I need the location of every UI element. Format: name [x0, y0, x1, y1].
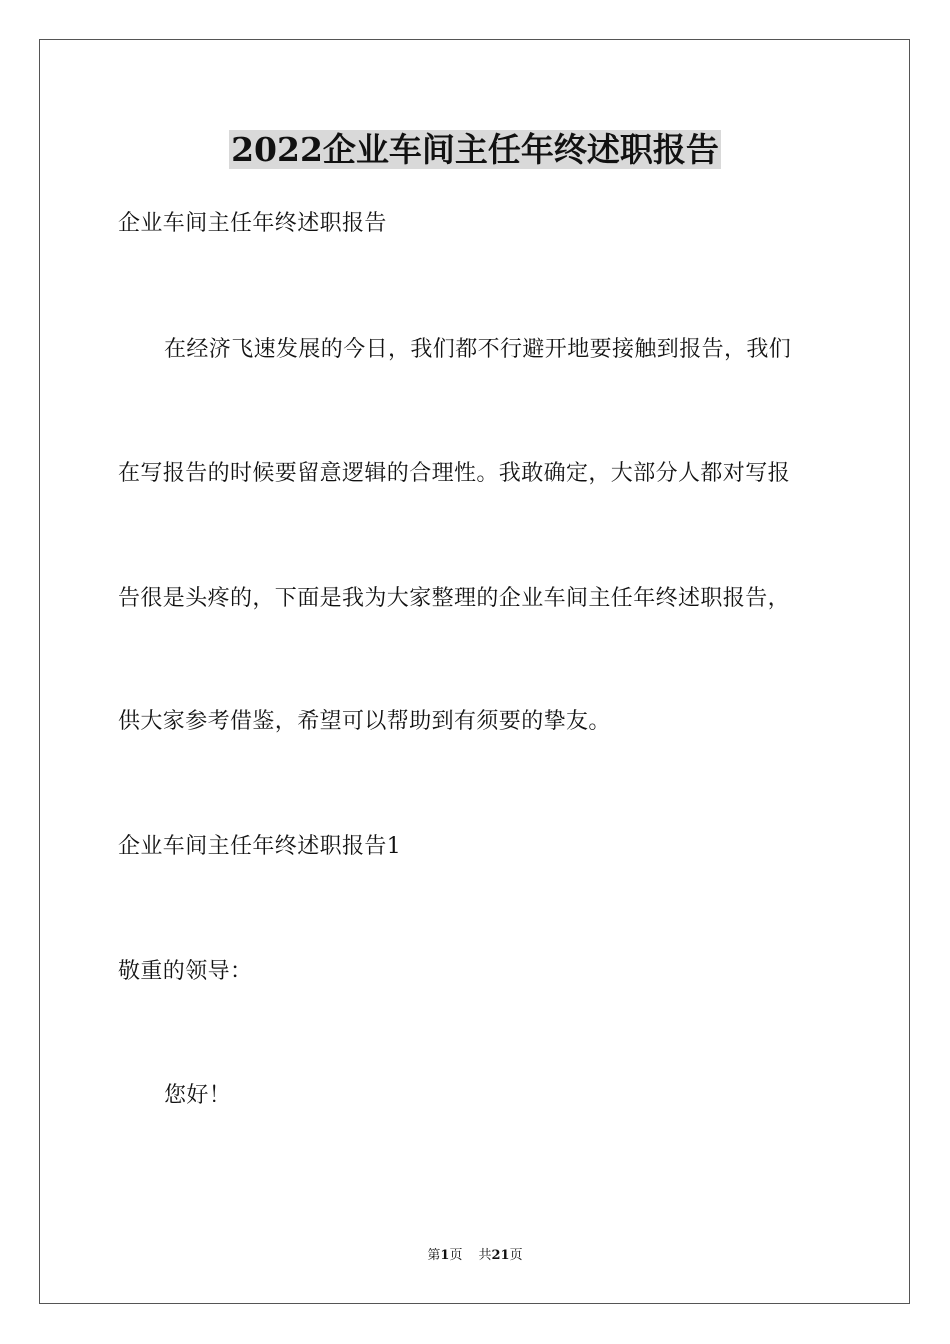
page-suffix: 页 [449, 1248, 463, 1263]
total-suffix: 页 [509, 1248, 523, 1263]
paragraph-line: 告很是头疼的，下面是我为大家整理的企业车间主任年终述职报告， [118, 586, 791, 611]
paragraph-line: 在写报告的时候要留意逻辑的合理性。我敢确定，大部分人都对写报 [118, 461, 791, 486]
page-footer [0, 1247, 950, 1265]
section-heading: 企业车间主任年终述职报告1 [118, 834, 402, 859]
subtitle-line: 企业车间主任年终述职报告 [118, 211, 387, 236]
total-prefix: 共 [478, 1248, 492, 1263]
salutation-line: 敬重的领导： [118, 959, 253, 984]
page-number: 1 [440, 1248, 450, 1263]
document-title [0, 128, 950, 172]
total-pages: 21 [491, 1248, 510, 1263]
paragraph-line: 在经济飞速发展的今日，我们都不行避开地要接触到报告，我们 [164, 337, 792, 362]
greeting-line: 您好！ [164, 1083, 232, 1108]
page-prefix: 第 [427, 1248, 441, 1263]
document-title-text: 2022企业车间主任年终述职报告 [231, 130, 719, 169]
paragraph-line: 供大家参考借鉴，希望可以帮助到有须要的挚友。 [118, 709, 611, 734]
